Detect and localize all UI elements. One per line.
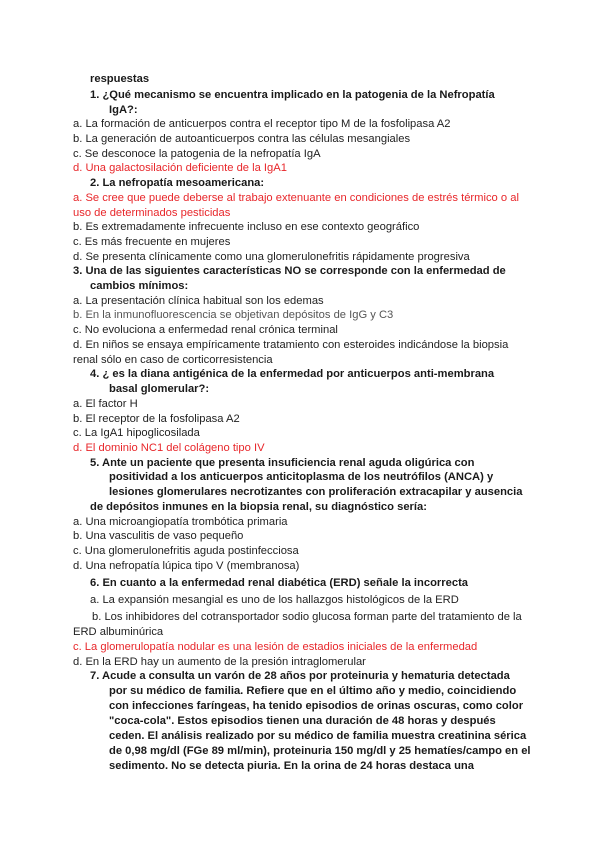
q2-option-a-answer: a. Se cree que puede deberse al trabajo extenuante en condiciones de estrés térmico o al <box>73 192 519 204</box>
question-7-cont-1: por su médico de familia. Refiere que en el último año y medio, coincidiendo <box>109 685 517 697</box>
q3-option-c: c. No evoluciona a enfermedad renal crónica terminal <box>73 324 338 336</box>
question-5-cont-2: lesiones glomerulares necrotizantes con proliferación extracapilar y ausencia <box>109 486 523 498</box>
question-6: 6. En cuanto a la enfermedad renal diabética (ERD) señale la incorrecta <box>90 577 469 589</box>
q6-option-d: d. En la ERD hay un aumento de la presión intraglomerular <box>73 656 366 668</box>
question-5-cont-3: de depósitos inmunes en la biopsia renal, su diagnóstico sería: <box>90 501 427 513</box>
question-4: 4. ¿ es la diana antigénica de la enfermedad por anticuerpos anti-membrana <box>90 368 495 380</box>
q1-option-d-answer: d. Una galactosilación deficiente de la IgA1 <box>73 162 287 174</box>
q5-option-a: a. Una microangiopatía trombótica primaria <box>73 516 288 528</box>
question-7-cont-3: "coca-cola". Estos episodios tienen una duración de 48 horas y después <box>109 715 496 727</box>
q1-option-a: a. La formación de anticuerpos contra el receptor tipo M de la fosfolipasa A2 <box>73 118 451 130</box>
q3-option-a: a. La presentación clínica habitual son los edemas <box>73 295 324 307</box>
q5-option-d: d. Una nefropatía lúpica tipo V (membranosa) <box>73 560 300 572</box>
question-7-cont-5: de 0,98 mg/dl (FGe 89 ml/min), proteinuria 150 mg/dl y 25 hematíes/campo en el <box>109 745 531 757</box>
q3-option-d-cont: renal sólo en caso de corticorresistencia <box>73 354 273 366</box>
question-7: 7. Acude a consulta un varón de 28 años por proteinuria y hematuria detectada <box>90 670 510 682</box>
q3-option-b: b. En la inmunofluorescencia se objetivan depósitos de IgG y C3 <box>73 309 394 321</box>
q1-option-b: b. La generación de autoanticuerpos contra las células mesangiales <box>73 133 411 145</box>
q6-option-b: b. Los inhibidores del cotransportador sodio glucosa forman parte del tratamiento de la <box>92 611 522 623</box>
question-2: 2. La nefropatía mesoamericana: <box>90 177 265 189</box>
q2-option-c: c. Es más frecuente en mujeres <box>73 236 231 248</box>
q6-option-c-answer: c. La glomerulopatía nodular es una lesión de estadios iniciales de la enfermedad <box>73 641 478 653</box>
question-7-cont-2: con infecciones faríngeas, ha tenido episodios de orinas oscuras, como color <box>109 700 524 712</box>
q5-option-b: b. Una vasculitis de vaso pequeño <box>73 530 244 542</box>
q6-option-b-cont: ERD albuminúrica <box>73 626 164 638</box>
question-7-cont-6: sedimento. No se detecta piuria. En la orina de 24 horas destaca una <box>109 760 474 772</box>
q4-option-c: c. La IgA1 hipoglicosilada <box>73 427 200 439</box>
q6-option-a: a. La expansión mesangial es uno de los hallazgos histológicos de la ERD <box>90 594 459 606</box>
question-1-cont: IgA?: <box>109 104 138 116</box>
q4-option-a: a. El factor H <box>73 398 138 410</box>
question-5-cont-1: positividad a los anticuerpos anticitoplasma de los neutrófilos (ANCA) y <box>109 471 494 483</box>
q2-option-d: d. Se presenta clínicamente como una glomerulonefritis rápidamente progresiva <box>73 251 470 263</box>
q4-option-b: b. El receptor de la fosfolipasa A2 <box>73 413 240 425</box>
q3-option-d: d. En niños se ensaya empíricamente tratamiento con esteroides indicándose la biopsia <box>73 339 509 351</box>
q2-option-a-answer-cont: uso de determinados pesticidas <box>73 207 231 219</box>
question-5: 5. Ante un paciente que presenta insuficiencia renal aguda oligúrica con <box>90 457 475 469</box>
question-3: 3. Una de las siguientes características NO se corresponde con la enfermedad de <box>73 265 506 277</box>
question-7-cont-4: ceden. El análisis realizado por su médico de familia muestra creatinina sérica <box>109 730 527 742</box>
question-3-cont: cambios mínimos: <box>90 280 189 292</box>
q2-option-b: b. Es extremadamente infrecuente incluso en ese contexto geográfico <box>73 221 420 233</box>
question-1: 1. ¿Qué mecanismo se encuentra implicado en la patogenia de la Nefropatía <box>90 89 495 101</box>
q1-option-c: c. Se desconoce la patogenia de la nefropatía IgA <box>73 148 321 160</box>
q4-option-d-answer: d. El dominio NC1 del colágeno tipo IV <box>73 442 265 454</box>
q5-option-c: c. Una glomerulonefritis aguda postinfecciosa <box>73 545 299 557</box>
section-heading: respuestas <box>90 73 150 85</box>
question-4-cont: basal glomerular?: <box>109 383 210 395</box>
